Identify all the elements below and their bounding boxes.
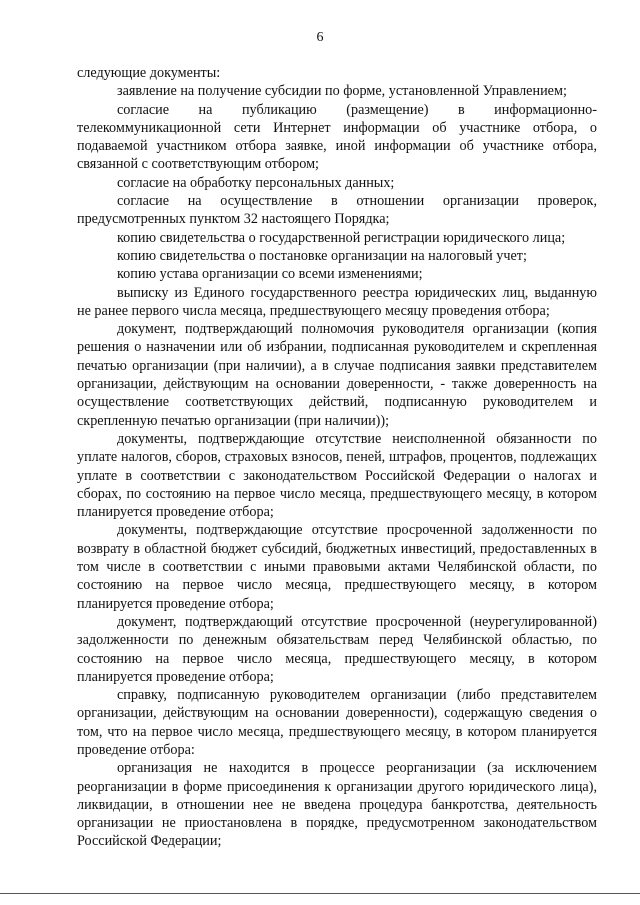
document-body	[77, 64, 597, 851]
paragraph-signed-statement: справку, подписанную руководителем организации (либо представителем организации, действующим на основании доверенности), содержащую сведения о том, что на первое число месяца, предшествующего месяцу, в котором планируется проведение отбора:	[77, 687, 597, 758]
paragraph-registry-extract: выписку из Единого государственного реестра юридических лиц, выданную не ранее первого числа месяца, предшествующего месяцу проведения отбора;	[77, 284, 597, 319]
paragraph-reorganization-status: организация не находится в процессе реорганизации (за исключением реорганизации в форме присоединения к организации другого юридического лица), ликвидации, в отношении нее не введена процедура банкротства, деятельность организации не приостановлена в порядке, предусмотренном законодательством Российской Федерации;	[77, 760, 597, 850]
paragraph-publication-consent: согласие на публикацию (размещение) в информационно-телекоммуникационной сети Интернет информации об участнике отбора, о подаваемой участником отбора заявке, иной информации об участнике отбора, связанной с соответствующим отбором;	[77, 101, 597, 173]
paragraph-intro: следующие документы:	[77, 65, 221, 81]
paragraph-personal-data-consent: согласие на обработку персональных данных;	[117, 174, 395, 191]
paragraph-application: заявление на получение субсидии по форме, установленной Управлением;	[117, 83, 567, 100]
paragraph-registration-certificate: копию свидетельства о государственной регистрации юридического лица;	[117, 229, 566, 246]
page-number: 6	[316, 30, 324, 45]
paragraph-inspection-consent: согласие на осуществление в отношении организации проверок, предусмотренных пунктом 32 настоящего Порядка;	[77, 193, 597, 228]
paragraph-charter-copy: копию устава организации со всеми изменениями;	[117, 266, 423, 283]
paragraph-tax-debt-documents: документы, подтверждающие отсутствие неисполненной обязанности по уплате налогов, сборов, страховых взносов, пеней, штрафов, процентов, подлежащих уплате в соответствии с законодательством Российской Федерации о налогах и сборах, по состоянию на первое число месяца, предшествующего месяцу, в котором планируется проведение отбора;	[77, 430, 597, 521]
bottom-divider	[0, 893, 640, 894]
paragraph-authority-document: документ, подтверждающий полномочия руководителя организации (копия решения о назначении или об избрании, подписанная руководителем и скрепленная печатью организации (при наличии), а в случае подписания заявки представителем организации, действующим на основании доверенности, - также доверенность на осуществление соответствующих действий, подписанную руководителем и скрепленную печатью организации (при наличии));	[77, 321, 597, 429]
paragraph-budget-debt-documents: документы, подтверждающие отсутствие просроченной задолженности по возврату в областной бюджет субсидий, бюджетных инвестиций, предоставленных в том числе в соответствии с иными правовыми актами Челябинской области, по состоянию на первое число месяца, предшествующего месяцу, в котором планируется проведение отбора;	[77, 522, 597, 612]
paragraph-tax-certificate: копию свидетельства о постановке организации на налоговый учет;	[117, 247, 527, 264]
paragraph-monetary-obligations-document: документ, подтверждающий отсутствие просроченной (неурегулированной) задолженности по денежным обязательствам перед Челябинской областью, по состоянию на первое число месяца, предшествующего месяцу, в котором планируется проведение отбора;	[77, 613, 597, 685]
